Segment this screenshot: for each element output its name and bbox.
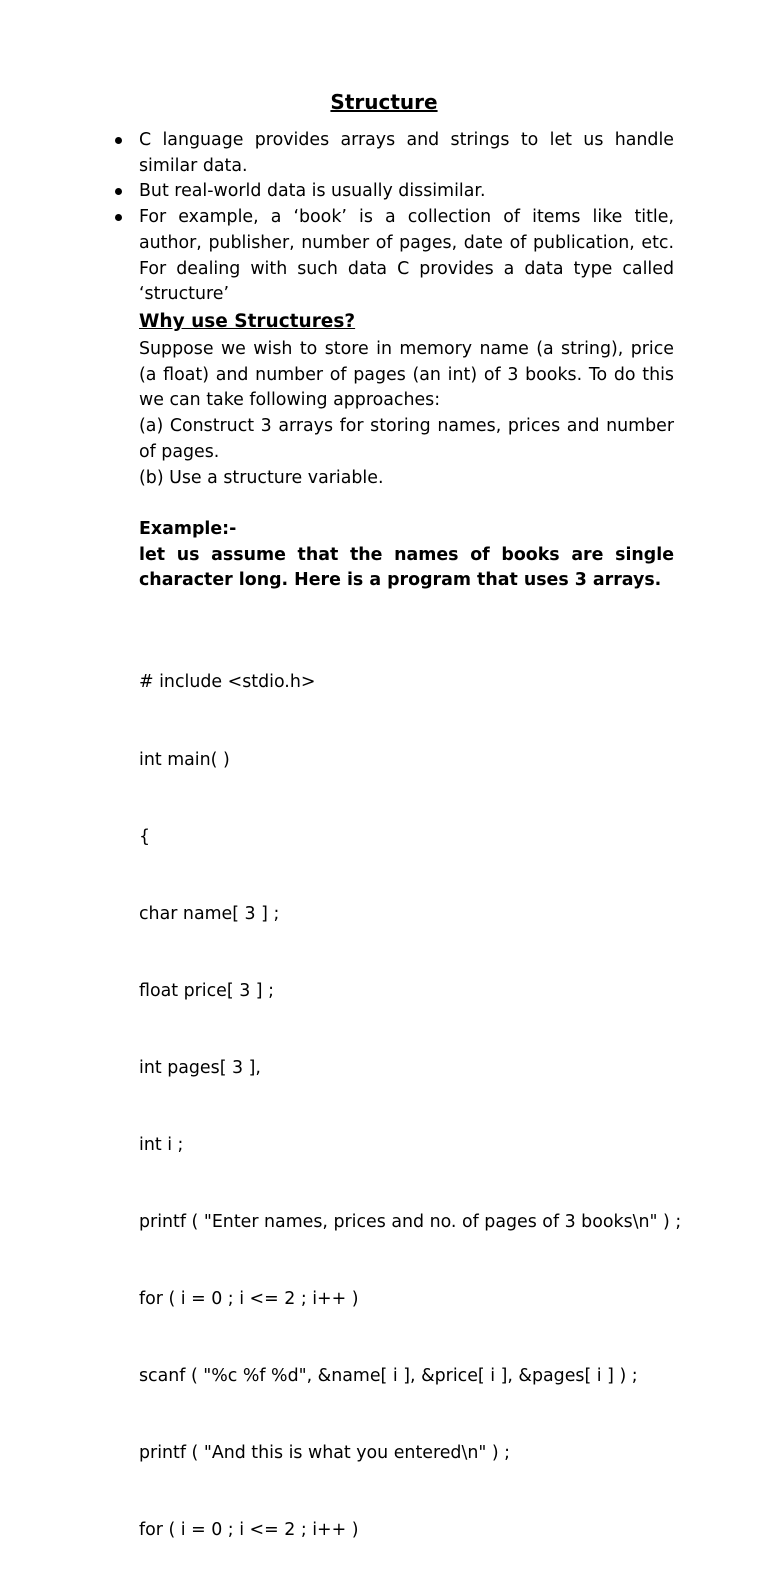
why-paragraph: Suppose we wish to store in memory name (a string), price (a float) and number of pages (an int) of 3 books. To do this we can take following approaches:: [139, 339, 674, 411]
approach-b: (b) Use a structure variable.: [139, 467, 384, 488]
example-text: let us assume that the names of books are single character long. Here is a program that uses 3 arrays.: [139, 544, 674, 591]
page-title: Structure: [330, 90, 438, 114]
intro-bullet-list: [139, 128, 674, 308]
approach-a: (a) Construct 3 arrays for storing names, prices and number of pages.: [139, 416, 674, 462]
bullet-item: [139, 205, 674, 308]
code-line: printf ( "And this is what you entered\n" ) ;: [139, 1443, 511, 1464]
code-line: printf ( "Enter names, prices and no. of pages of 3 books\n" ) ;: [139, 1212, 682, 1233]
code-line: float price[ 3 ] ;: [139, 980, 274, 1001]
code-line: int main( ): [139, 749, 230, 770]
bullet-text: But real-world data is usually dissimilar.: [139, 181, 486, 202]
example-label: Example:-: [139, 519, 237, 539]
code-line: for ( i = 0 ; i <= 2 ; i++ ): [139, 1289, 359, 1310]
bullet-item: [139, 128, 674, 179]
example-section: [139, 517, 674, 594]
code-line: for ( i = 0 ; i <= 2 ; i++ ): [139, 1520, 359, 1541]
why-use-structures-heading: Why use Structures?: [139, 311, 356, 332]
code-line: int i ;: [139, 1134, 184, 1155]
why-section-body: [139, 337, 674, 491]
bullet-text: For example, a ‘book’ is a collection of items like title, author, publisher, number of pages, date of publication, etc. For dealing with such data C provides a data type called ‘structure’: [139, 207, 674, 305]
bullet-dot-icon: [115, 137, 122, 144]
code-line: char name[ 3 ] ;: [139, 903, 280, 924]
code-line: # include <stdio.h>: [139, 672, 316, 693]
bullet-dot-icon: [115, 214, 122, 221]
bullet-text: C language provides arrays and strings to let us handle similar data.: [139, 130, 674, 176]
code-listing: [139, 619, 699, 1596]
code-line: scanf ( "%c %f %d", &name[ i ], &price[ i ], &pages[ i ] ) ;: [139, 1366, 638, 1387]
code-line: {: [139, 826, 151, 847]
code-line: int pages[ 3 ],: [139, 1057, 261, 1078]
bullet-item: [139, 179, 674, 205]
bullet-dot-icon: [115, 188, 122, 195]
